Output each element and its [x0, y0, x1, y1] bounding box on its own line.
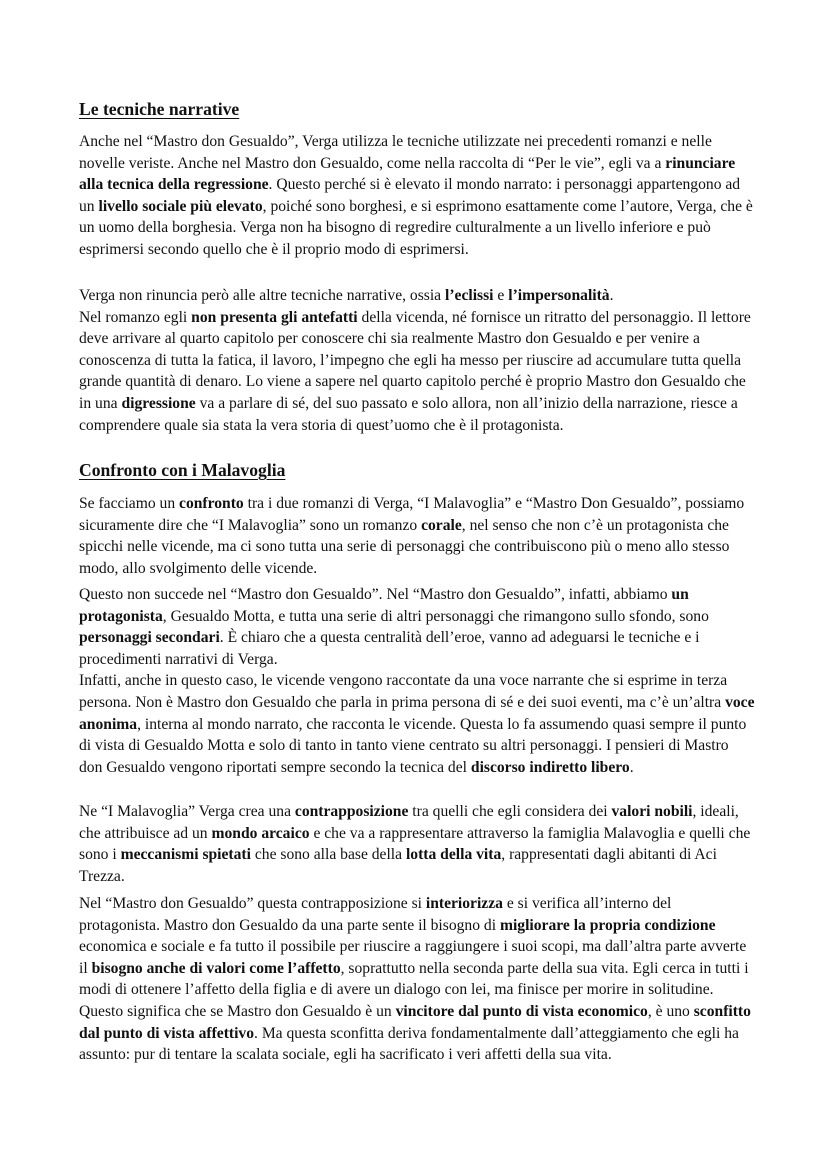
text-run: Se facciamo un [79, 495, 180, 512]
bold-text: l’eclissi [445, 287, 494, 304]
text-run: economica e sociale e fa tutto il possibile per riuscire a raggiungere i suoi scopi, ma dall’altra parte avverte il [79, 916, 751, 977]
bold-text: sconfitto dal punto di vista affettivo [79, 1002, 755, 1042]
paragraph [79, 584, 759, 778]
text-run: . Questo perché si è elevato il mondo narrato: i personaggi appartengono ad un [79, 176, 745, 215]
paragraph [79, 285, 755, 436]
text-run: della vicenda, né fornisce un ritratto del personaggio. Il lettore deve arrivare al quarto capitolo per conoscere chi sia realmente Mastro don Gesualdo e per venire a conoscenza di tutta la fatica, il lavoro, l’impegno che egli ha messo per riuscire ad accumulare tutta quella grande quantità di denaro. Lo viene a sapere nel quarto capitolo perché è proprio Mastro don Gesualdo che in una [79, 308, 755, 412]
bold-text: rinunciare alla tecnica della regressione [79, 154, 740, 194]
text-run: , poiché sono borghesi, e si esprimono esattamente come l’autore, Verga, che è un uomo della borghesia. Verga non ha bisogno di regredire culturalmente a un livello inferiore e può esprimersi secondo quello che è il proprio modo di esprimersi. [79, 197, 757, 258]
text-run: , ideali, che attribuisce ad un [79, 803, 743, 842]
bold-text: livello sociale più elevato [98, 197, 263, 215]
text-run: va a parlare di sé, del suo passato e solo allora, non all’inizio della narrazione, riesce a comprendere quale sia stata la vera storia di quest’uomo che è il protagonista. [79, 394, 742, 434]
paragraph [79, 131, 755, 261]
bold-text: digressione [121, 394, 196, 412]
text-run: . Ma questa sconfitta deriva fondamentalmente dall’atteggiamento che egli ha assunto: pur di tentare la scalata sociale, egli ha sacrificato i veri affetti della sua vita. [79, 1024, 743, 1064]
text-run: . Nel romanzo egli [79, 287, 614, 326]
text-run: tra quelli che egli considera dei [408, 803, 612, 820]
bold-text: migliorare la propria condizione [499, 916, 716, 934]
paragraph [79, 493, 755, 579]
bold-text: lotta della vita [405, 846, 502, 864]
bold-text: discorso indiretto libero [470, 758, 630, 776]
text-run: . [629, 758, 634, 776]
bold-text: interiorizza [425, 895, 503, 912]
text-run: , è uno [647, 1002, 694, 1020]
bold-text: un protagonista [79, 586, 693, 625]
bold-text: vincitore dal punto di vista economico [395, 1002, 648, 1020]
bold-text: meccanismi spietati [120, 846, 251, 864]
bold-text: voce anonima [79, 693, 759, 733]
text-run: , rappresentati dagli abitanti di Aci Trezza. [79, 846, 721, 885]
text-run: . È chiaro che a questa centralità dell’eroe, vanno ad adeguarsi le tecniche e i procedimenti narrativi di Verga. Infatti, anche in questo caso, le vicende vengono raccontate da una voce narrante che si esprime in terza persona. Non è Mastro don Gesualdo che parla in prima persona di sé e dei suoi eventi, ma c’è un’altra [79, 629, 728, 711]
text-run: Verga non rinuncia però alle altre tecniche narrative, ossia [79, 287, 446, 304]
section-title-tecniche: Le tecniche narrative [79, 99, 240, 119]
text-run: Nel “Mastro don Gesualdo” questa contrapposizione si [79, 895, 426, 912]
text-run: , soprattutto nella seconda parte della sua vita. Egli cerca in tutti i modi di ottenere l’affetto della figlia e di avere un dialogo con lei, ma finisce per morire in solitudine. Questo significa che se Mastro don Gesualdo è un [79, 959, 753, 1020]
text-run: tra i due romanzi di Verga, “I Malavoglia” e “Mastro Don Gesualdo”, possiamo sicuramente dire che “I Malavoglia” sono un romanzo [79, 495, 749, 534]
text-run: , nel senso che non c’è un protagonista che spicchi nelle vicende, ma ci sono tutta una serie di personaggi che contribuiscono più o meno allo stesso modo, allo svolgimento delle vicende. [79, 516, 734, 577]
paragraph [79, 801, 755, 887]
text-run: che sono alla base della [250, 846, 406, 864]
bold-text: l’impersonalità [508, 287, 610, 304]
bold-text: non presenta gli antefatti [191, 308, 358, 326]
text-run: Anche nel “Mastro don Gesualdo”, Verga utilizza le tecniche utilizzate nei precedenti romanzi e nelle novelle veriste. Anche nel Mastro don Gesualdo, come nella raccolta di “Per le vie”, egli va a [79, 133, 716, 172]
text-run: , interna al mondo narrato, che racconta le vicende. Questa lo fa assumendo quasi sempre il punto di vista di Gesualdo Motta e solo di tanto in tanto viene centrato su altri personaggi. I pensieri di Mastro don Gesualdo vengono riportati sempre secondo la tecnica del [79, 715, 751, 776]
text-run: Ne “I Malavoglia” Verga crea una [79, 803, 295, 820]
bold-text: valori nobili [611, 803, 693, 820]
text-run: e si verifica all’interno del protagonista. Mastro don Gesualdo da una parte sente il bisogno di [79, 895, 676, 934]
bold-text: bisogno anche di valori come l’affetto [91, 959, 341, 977]
section-title-confronto: Confronto con i Malavoglia [79, 460, 286, 480]
text-run: Questo non succede nel “Mastro don Gesualdo”. Nel “Mastro don Gesualdo”, infatti, abbiamo [79, 586, 672, 603]
bold-text: confronto [179, 495, 244, 512]
paragraph [79, 893, 755, 1066]
text-run: e che va a rappresentare attraverso la famiglia Malavoglia e quelli che sono i [79, 824, 755, 864]
bold-text: contrapposizione [294, 803, 409, 820]
text-run: e [493, 287, 509, 304]
text-run: , Gesualdo Motta, e tutta una serie di altri personaggi che rimangono sullo sfondo, sono [162, 607, 713, 625]
bold-text: mondo arcaico [211, 824, 310, 842]
bold-text: corale [421, 516, 462, 534]
bold-text: personaggi secondari [79, 629, 220, 647]
